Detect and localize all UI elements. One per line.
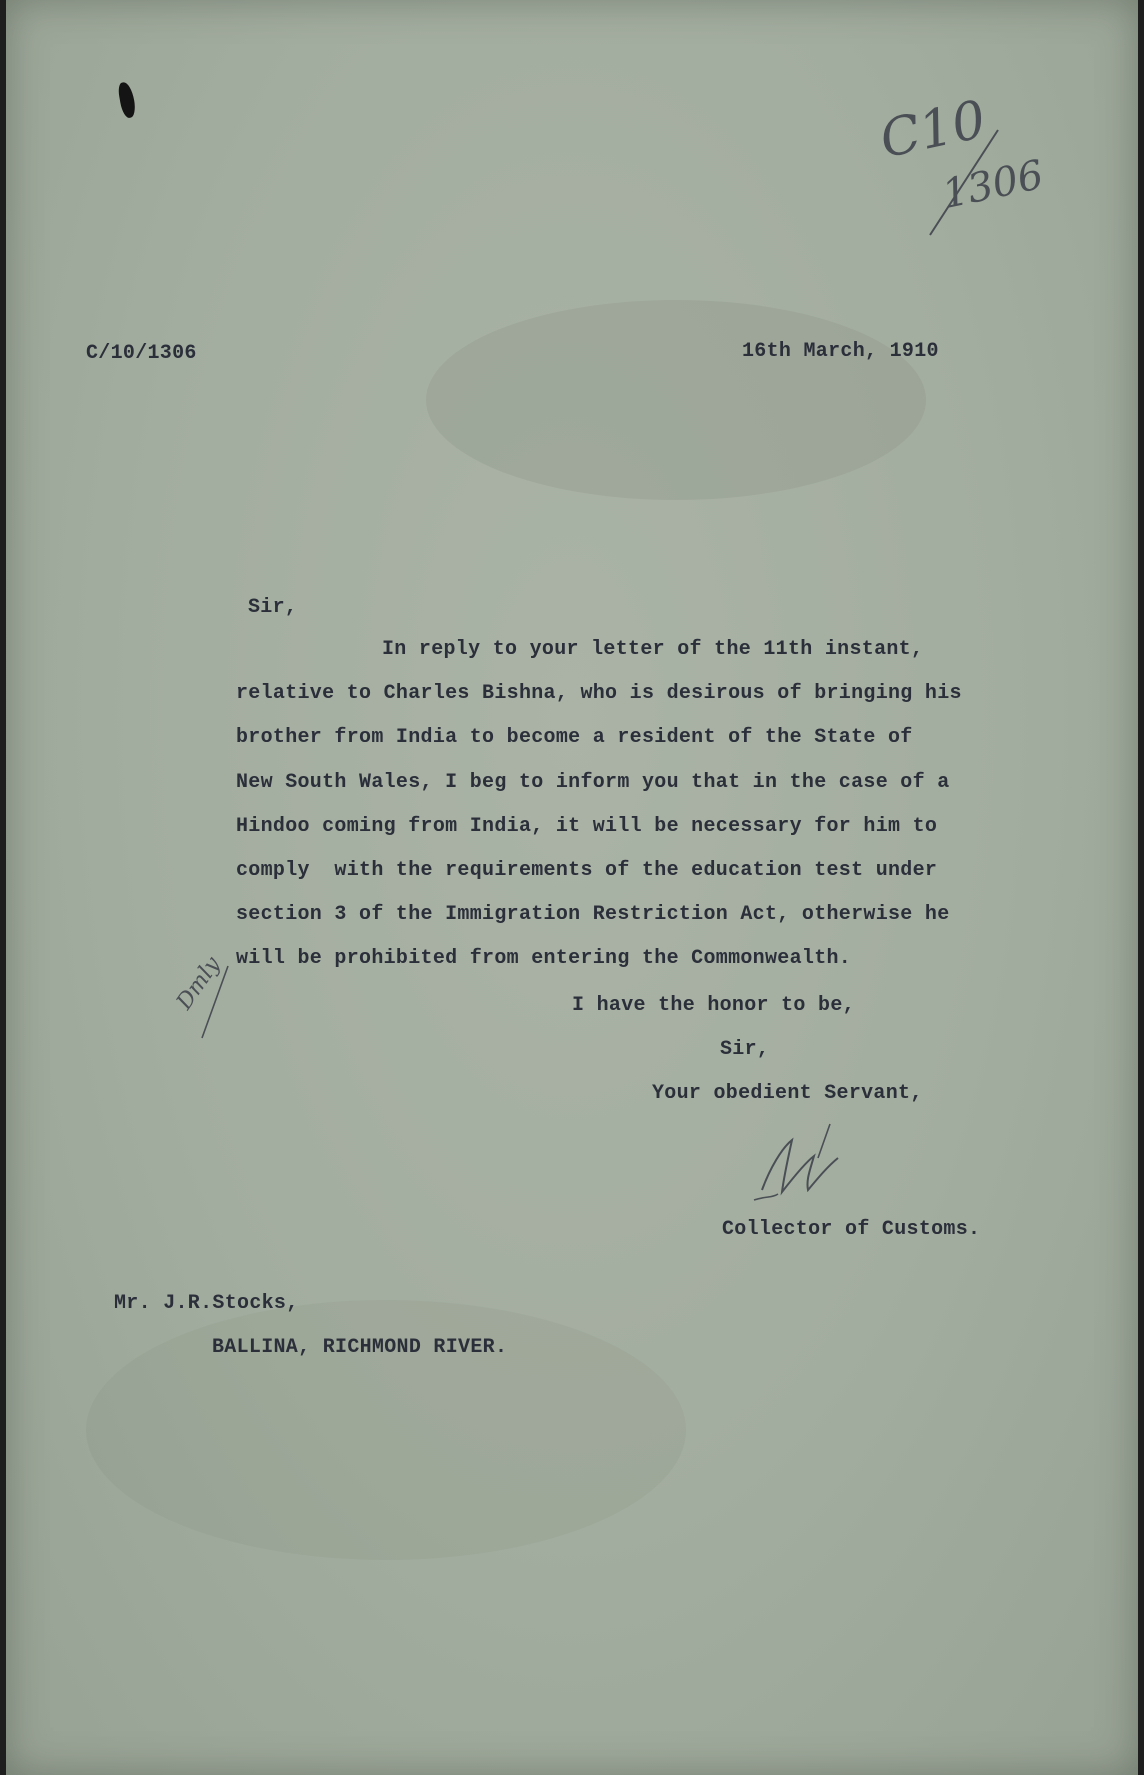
margin-annotation <box>168 952 248 1040</box>
addressee-name: Mr. J.R.Stocks, <box>114 1292 299 1315</box>
letter-date: 16th March, 1910 <box>742 340 939 363</box>
signatory-title: Collector of Customs. <box>722 1218 981 1241</box>
closing-line-3: Your obedient Servant, <box>652 1082 923 1105</box>
paper-sheet <box>6 0 1138 1775</box>
handwritten-reference-bottom: 1306 <box>938 151 1048 219</box>
body-line: In reply to your letter of the 11th instant, <box>382 638 924 661</box>
handwritten-reference <box>874 89 1048 240</box>
body-line: Hindoo coming from India, it will be necessary for him to <box>236 815 938 838</box>
body-line: brother from India to become a resident of the State of <box>236 726 913 749</box>
closing-line-1: I have the honor to be, <box>572 994 855 1017</box>
salutation: Sir, <box>248 596 298 619</box>
addressee-location: BALLINA, RICHMOND RIVER. <box>212 1336 508 1359</box>
body-line: relative to Charles Bishna, who is desirous of bringing his <box>236 682 962 705</box>
body-line: New South Wales, I beg to inform you that in the case of a <box>236 771 950 794</box>
body-line: comply with the requirements of the education test under <box>236 859 938 882</box>
paper-stain <box>426 300 926 500</box>
signature-initials <box>748 1118 868 1218</box>
handwritten-reference-top: C10 <box>874 89 992 171</box>
body-line: will be prohibited from entering the Commonwealth. <box>236 947 852 970</box>
body-line: section 3 of the Immigration Restriction Act, otherwise he <box>236 903 950 926</box>
closing-line-2: Sir, <box>720 1038 770 1061</box>
file-reference: C/10/1306 <box>86 342 197 365</box>
margin-annotation-text: Dmly <box>172 952 226 1015</box>
annotation-stroke <box>168 960 248 1040</box>
